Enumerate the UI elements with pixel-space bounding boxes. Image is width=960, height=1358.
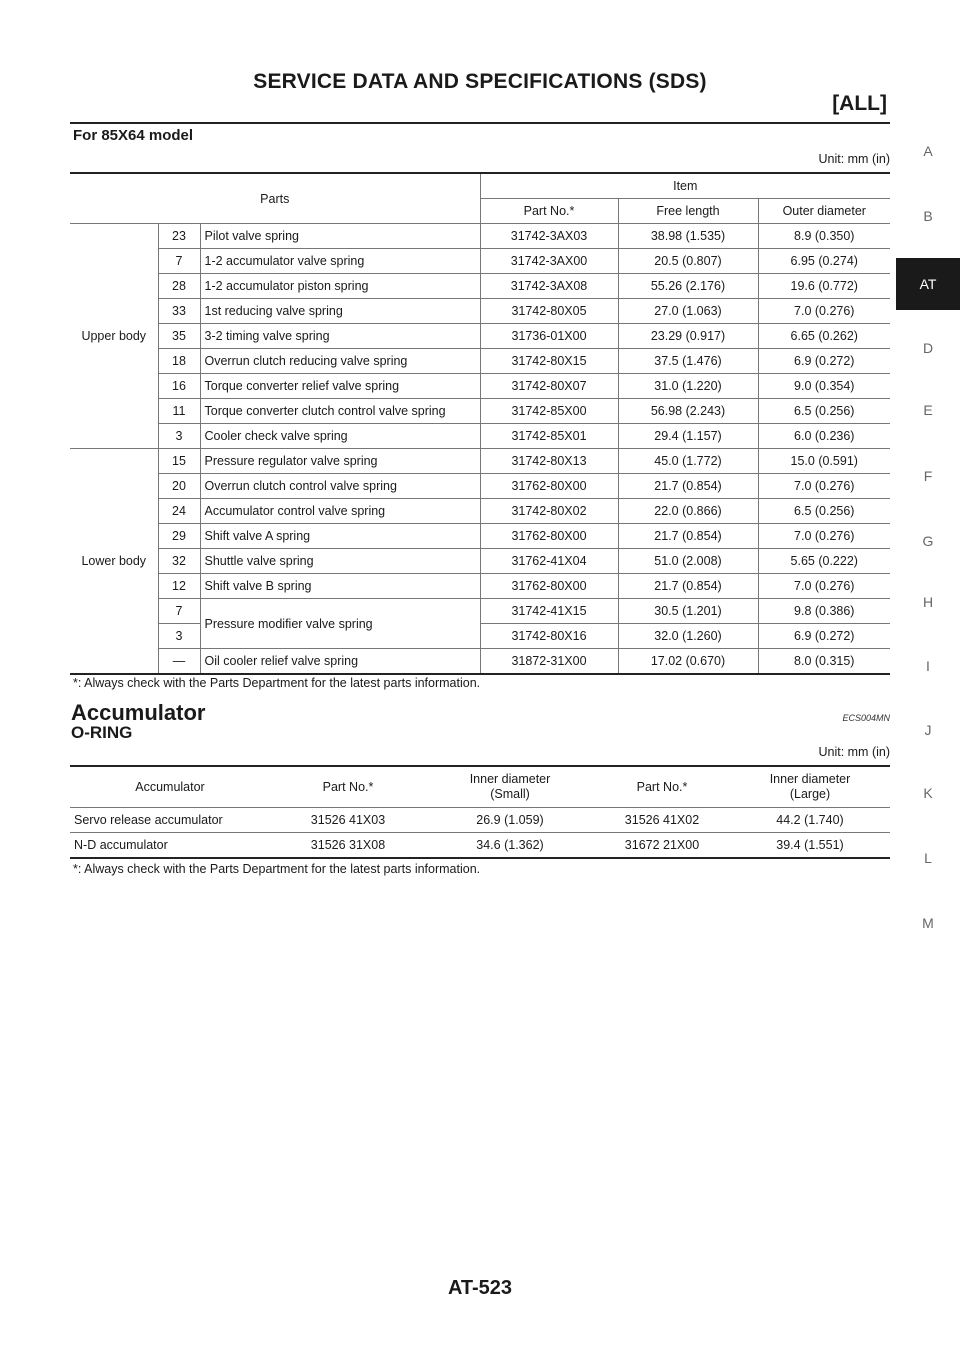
item-number-cell: 29 bbox=[158, 524, 200, 549]
table-row bbox=[70, 324, 890, 349]
group-label-upper-body: Upper body bbox=[70, 224, 158, 449]
item-number-cell: 32 bbox=[158, 549, 200, 574]
table-row bbox=[70, 833, 890, 859]
item-number-cell: 35 bbox=[158, 324, 200, 349]
item-number-cell: 12 bbox=[158, 574, 200, 599]
index-tab-g[interactable]: G bbox=[922, 533, 934, 549]
index-tab-l[interactable]: L bbox=[924, 850, 932, 866]
group-label-lower-body: Lower body bbox=[70, 449, 158, 675]
table-row bbox=[70, 274, 890, 299]
table-row bbox=[70, 624, 890, 649]
item-number-cell: 23 bbox=[158, 224, 200, 249]
index-tab-j[interactable]: J bbox=[924, 722, 932, 738]
free-length-cell: 31.0 (1.220) bbox=[618, 374, 758, 399]
part-no-small-cell: 31526 31X08 bbox=[270, 833, 426, 859]
unit-label: Unit: mm (in) bbox=[818, 745, 890, 759]
outer-diameter-cell: 9.0 (0.354) bbox=[758, 374, 890, 399]
item-number-cell: 7 bbox=[158, 599, 200, 624]
part-no-cell: 31742-85X00 bbox=[480, 399, 618, 424]
part-no-cell: 31742-80X13 bbox=[480, 449, 618, 474]
o-ring-table bbox=[70, 765, 890, 859]
outer-diameter-cell: 9.8 (0.386) bbox=[758, 599, 890, 624]
item-number-cell: 3 bbox=[158, 624, 200, 649]
item-number-cell: 3 bbox=[158, 424, 200, 449]
unit-label: Unit: mm (in) bbox=[818, 152, 890, 166]
column-header-outer-diameter: Outer diameter bbox=[758, 199, 890, 224]
free-length-cell: 21.7 (0.854) bbox=[618, 474, 758, 499]
free-length-cell: 30.5 (1.201) bbox=[618, 599, 758, 624]
outer-diameter-cell: 15.0 (0.591) bbox=[758, 449, 890, 474]
table-row bbox=[70, 808, 890, 833]
page-header-subtitle: [ALL] bbox=[832, 92, 887, 115]
outer-diameter-cell: 6.9 (0.272) bbox=[758, 624, 890, 649]
outer-diameter-cell: 6.5 (0.256) bbox=[758, 399, 890, 424]
part-no-cell: 31742-80X15 bbox=[480, 349, 618, 374]
inner-diameter-small-cell: 34.6 (1.362) bbox=[426, 833, 594, 859]
section-code: ECS004MN bbox=[842, 713, 890, 723]
part-no-cell: 31736-01X00 bbox=[480, 324, 618, 349]
item-number-cell: 20 bbox=[158, 474, 200, 499]
part-no-cell: 31742-3AX03 bbox=[480, 224, 618, 249]
table-row bbox=[70, 474, 890, 499]
index-tab-h[interactable]: H bbox=[922, 594, 934, 610]
outer-diameter-cell: 7.0 (0.276) bbox=[758, 474, 890, 499]
column-header-accumulator: Accumulator bbox=[70, 766, 270, 808]
column-header-free-length: Free length bbox=[618, 199, 758, 224]
page-header-title: SERVICE DATA AND SPECIFICATIONS (SDS) bbox=[253, 70, 707, 93]
part-name-cell: Accumulator control valve spring bbox=[200, 499, 480, 524]
outer-diameter-cell: 6.65 (0.262) bbox=[758, 324, 890, 349]
part-no-small-cell: 31526 41X03 bbox=[270, 808, 426, 833]
page-number: AT-523 bbox=[447, 1277, 513, 1299]
accumulator-title: Accumulator bbox=[71, 700, 206, 725]
outer-diameter-cell: 7.0 (0.276) bbox=[758, 299, 890, 324]
part-no-cell: 31742-3AX08 bbox=[480, 274, 618, 299]
inner-diameter-large-cell: 39.4 (1.551) bbox=[730, 833, 890, 859]
table-row bbox=[70, 399, 890, 424]
part-no-cell: 31762-80X00 bbox=[480, 524, 618, 549]
item-number-cell: 7 bbox=[158, 249, 200, 274]
free-length-cell: 45.0 (1.772) bbox=[618, 449, 758, 474]
part-name-cell: Torque converter clutch control valve spring bbox=[200, 399, 480, 424]
table-row bbox=[70, 524, 890, 549]
column-header-inner-diameter-small: Inner diameter (Small) bbox=[426, 766, 594, 808]
table-header-row bbox=[70, 766, 890, 808]
inner-diameter-small-cell: 26.9 (1.059) bbox=[426, 808, 594, 833]
column-header-item: Item bbox=[480, 173, 890, 199]
item-number-cell: 33 bbox=[158, 299, 200, 324]
part-no-large-cell: 31672 21X00 bbox=[594, 833, 730, 859]
footnote: *: Always check with the Parts Department for the latest parts information. bbox=[73, 676, 481, 690]
part-name-cell: Pressure regulator valve spring bbox=[200, 449, 480, 474]
part-name-cell: Torque converter relief valve spring bbox=[200, 374, 480, 399]
part-name-cell: Cooler check valve spring bbox=[200, 424, 480, 449]
column-header-part-no: Part No.* bbox=[480, 199, 618, 224]
index-tab-b[interactable]: B bbox=[923, 208, 933, 224]
free-length-cell: 21.7 (0.854) bbox=[618, 574, 758, 599]
table-row bbox=[70, 424, 890, 449]
outer-diameter-cell: 6.0 (0.236) bbox=[758, 424, 890, 449]
part-name-cell: Shift valve A spring bbox=[200, 524, 480, 549]
part-no-cell: 31742-80X16 bbox=[480, 624, 618, 649]
free-length-cell: 17.02 (0.670) bbox=[618, 649, 758, 675]
part-name-cell: Pilot valve spring bbox=[200, 224, 480, 249]
item-number-cell: 11 bbox=[158, 399, 200, 424]
outer-diameter-cell: 8.0 (0.315) bbox=[758, 649, 890, 675]
part-name-cell: Overrun clutch control valve spring bbox=[200, 474, 480, 499]
free-length-cell: 21.7 (0.854) bbox=[618, 524, 758, 549]
column-header-part-no: Part No.* bbox=[270, 766, 426, 808]
part-name-cell: 1-2 accumulator valve spring bbox=[200, 249, 480, 274]
item-number-cell: 24 bbox=[158, 499, 200, 524]
table-row bbox=[70, 224, 890, 249]
part-name-cell: Pressure modifier valve spring bbox=[200, 599, 480, 649]
outer-diameter-cell: 6.9 (0.272) bbox=[758, 349, 890, 374]
table-header-row bbox=[70, 173, 890, 199]
header-divider bbox=[70, 122, 890, 124]
part-no-cell: 31872-31X00 bbox=[480, 649, 618, 675]
outer-diameter-cell: 7.0 (0.276) bbox=[758, 524, 890, 549]
inner-diameter-large-cell: 44.2 (1.740) bbox=[730, 808, 890, 833]
part-name-cell: Shuttle valve spring bbox=[200, 549, 480, 574]
outer-diameter-cell: 6.95 (0.274) bbox=[758, 249, 890, 274]
column-header-inner-diameter-large: Inner diameter (Large) bbox=[730, 766, 890, 808]
part-no-cell: 31742-80X07 bbox=[480, 374, 618, 399]
free-length-cell: 55.26 (2.176) bbox=[618, 274, 758, 299]
index-tab-f[interactable]: F bbox=[923, 468, 933, 484]
table-row bbox=[70, 599, 890, 624]
free-length-cell: 23.29 (0.917) bbox=[618, 324, 758, 349]
free-length-cell: 51.0 (2.008) bbox=[618, 549, 758, 574]
spring-spec-table bbox=[70, 172, 890, 675]
table-row bbox=[70, 374, 890, 399]
accumulator-name-cell: Servo release accumulator bbox=[70, 808, 270, 833]
part-no-cell: 31742-41X15 bbox=[480, 599, 618, 624]
index-tab-at[interactable]: AT bbox=[896, 258, 960, 310]
outer-diameter-cell: 8.9 (0.350) bbox=[758, 224, 890, 249]
table-row bbox=[70, 449, 890, 474]
item-number-cell: 28 bbox=[158, 274, 200, 299]
part-name-cell: 1st reducing valve spring bbox=[200, 299, 480, 324]
table-row bbox=[70, 349, 890, 374]
free-length-cell: 56.98 (2.243) bbox=[618, 399, 758, 424]
table-row bbox=[70, 249, 890, 274]
part-no-cell: 31762-80X00 bbox=[480, 574, 618, 599]
free-length-cell: 27.0 (1.063) bbox=[618, 299, 758, 324]
table-row bbox=[70, 574, 890, 599]
part-name-cell: Oil cooler relief valve spring bbox=[200, 649, 480, 675]
part-name-cell: Overrun clutch reducing valve spring bbox=[200, 349, 480, 374]
part-name-cell: 3-2 timing valve spring bbox=[200, 324, 480, 349]
table-row bbox=[70, 299, 890, 324]
item-number-cell: 16 bbox=[158, 374, 200, 399]
free-length-cell: 22.0 (0.866) bbox=[618, 499, 758, 524]
item-number-cell: 15 bbox=[158, 449, 200, 474]
part-no-cell: 31742-80X02 bbox=[480, 499, 618, 524]
index-tab-i[interactable]: I bbox=[926, 658, 930, 674]
part-no-cell: 31742-3AX00 bbox=[480, 249, 618, 274]
free-length-cell: 38.98 (1.535) bbox=[618, 224, 758, 249]
index-tab-m[interactable]: M bbox=[922, 915, 934, 931]
item-number-cell: 18 bbox=[158, 349, 200, 374]
part-name-cell: 1-2 accumulator piston spring bbox=[200, 274, 480, 299]
outer-diameter-cell: 5.65 (0.222) bbox=[758, 549, 890, 574]
column-header-part-no: Part No.* bbox=[594, 766, 730, 808]
table-row bbox=[70, 649, 890, 675]
free-length-cell: 37.5 (1.476) bbox=[618, 349, 758, 374]
free-length-cell: 29.4 (1.157) bbox=[618, 424, 758, 449]
o-ring-subtitle: O-RING bbox=[71, 723, 133, 742]
footnote: *: Always check with the Parts Department for the latest parts information. bbox=[73, 862, 481, 876]
column-header-parts: Parts bbox=[70, 173, 480, 224]
part-no-large-cell: 31526 41X02 bbox=[594, 808, 730, 833]
index-tab-k[interactable]: K bbox=[923, 785, 933, 801]
part-name-cell: Shift valve B spring bbox=[200, 574, 480, 599]
index-tab-e[interactable]: E bbox=[923, 402, 933, 418]
upper-body-group bbox=[70, 224, 890, 449]
part-no-cell: 31742-80X05 bbox=[480, 299, 618, 324]
accumulator-rows bbox=[70, 808, 890, 859]
free-length-cell: 32.0 (1.260) bbox=[618, 624, 758, 649]
accumulator-name-cell: N-D accumulator bbox=[70, 833, 270, 859]
outer-diameter-cell: 6.5 (0.256) bbox=[758, 499, 890, 524]
table-row bbox=[70, 499, 890, 524]
free-length-cell: 20.5 (0.807) bbox=[618, 249, 758, 274]
table-row bbox=[70, 549, 890, 574]
item-number-cell: — bbox=[158, 649, 200, 675]
part-no-cell: 31762-80X00 bbox=[480, 474, 618, 499]
outer-diameter-cell: 7.0 (0.276) bbox=[758, 574, 890, 599]
part-no-cell: 31762-41X04 bbox=[480, 549, 618, 574]
index-tab-d[interactable]: D bbox=[922, 340, 934, 356]
section-title: For 85X64 model bbox=[73, 127, 194, 144]
index-tab-a[interactable]: A bbox=[923, 143, 933, 159]
part-no-cell: 31742-85X01 bbox=[480, 424, 618, 449]
lower-body-group bbox=[70, 449, 890, 675]
outer-diameter-cell: 19.6 (0.772) bbox=[758, 274, 890, 299]
